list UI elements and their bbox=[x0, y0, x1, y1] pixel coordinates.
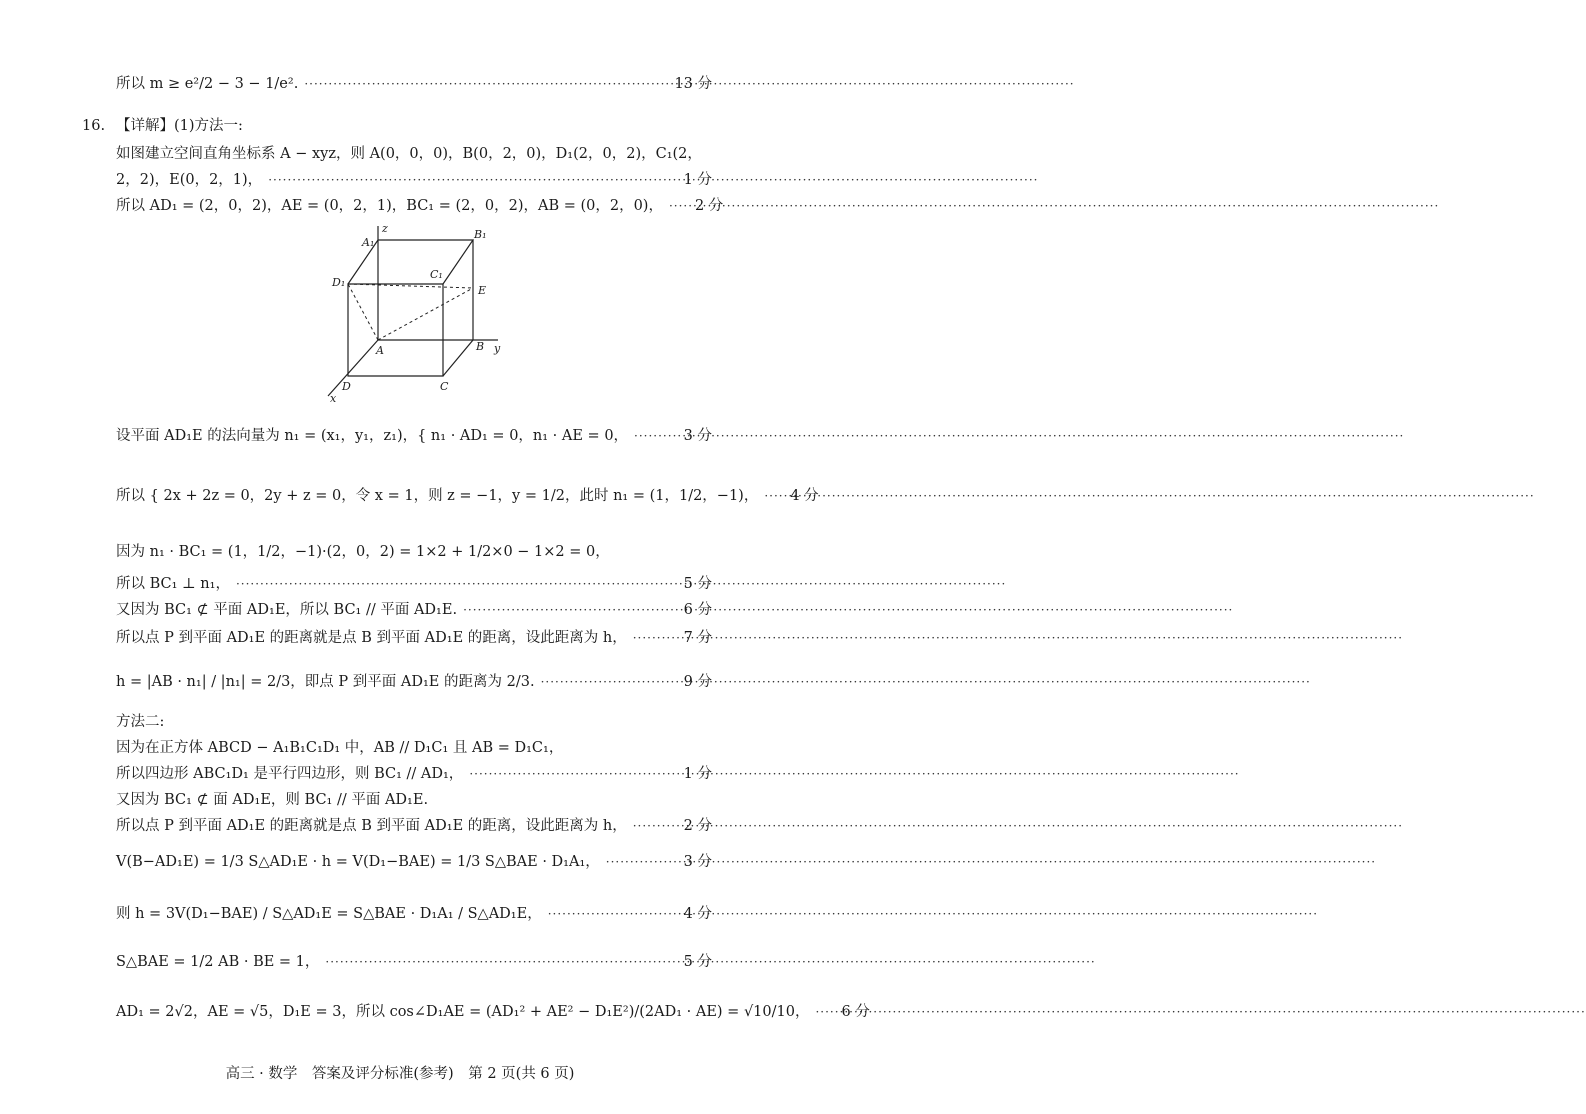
line-text: h = |AB · n₁| / |n₁| = 2/3，即点 P 到平面 AD₁E 的距离为 2/3. bbox=[116, 674, 535, 690]
label-C: C bbox=[440, 380, 449, 393]
score: 4 分 bbox=[790, 488, 819, 504]
leader-dots bbox=[236, 572, 678, 596]
score: 6 分 bbox=[683, 602, 712, 618]
text-line bbox=[116, 670, 712, 694]
leader-dots bbox=[548, 902, 678, 926]
text-line bbox=[116, 710, 712, 734]
text-line bbox=[116, 194, 724, 218]
line-text: 则 h = 3V(D₁−BAE) / S△AD₁E = S△BAE · D₁A₁ / S△AD₁E， bbox=[116, 906, 542, 922]
score: 7 分 bbox=[683, 630, 712, 646]
label-B: B bbox=[476, 340, 485, 353]
score: 9 分 bbox=[683, 674, 712, 690]
line-text: 所以 { 2x + 2z = 0，2y + z = 0，令 x = 1，则 z = −1，y = 1/2，此时 n₁ = (1，1/2，−1)， bbox=[116, 488, 759, 504]
line-text: 因为在正方体 ABCD − A₁B₁C₁D₁ 中，AB // D₁C₁ 且 AB = D₁C₁， bbox=[116, 740, 564, 756]
line-text: S△BAE = 1/2 AB · BE = 1， bbox=[116, 954, 320, 970]
line-text: 所以点 P 到平面 AD₁E 的距离就是点 B 到平面 AD₁E 的距离，设此距离为 h， bbox=[116, 630, 627, 646]
label-E: E bbox=[478, 284, 487, 297]
text-line bbox=[116, 114, 712, 138]
score: 3 分 bbox=[683, 854, 712, 870]
score: 5 分 bbox=[683, 954, 712, 970]
label-D1: D₁ bbox=[332, 276, 346, 289]
label-C1: C₁ bbox=[430, 268, 443, 281]
score: 4 分 bbox=[683, 906, 712, 922]
text-line bbox=[116, 814, 712, 838]
leader-dots bbox=[463, 598, 678, 622]
text-line bbox=[116, 598, 712, 622]
line-text: 方法二: bbox=[116, 714, 165, 730]
edge-D1E bbox=[348, 284, 473, 288]
line-text: 所以 BC₁ ⊥ n₁， bbox=[116, 576, 230, 592]
question-number: 16. bbox=[82, 118, 106, 134]
leader-dots bbox=[669, 194, 689, 218]
leader-dots bbox=[469, 762, 677, 786]
score: 13 分 bbox=[674, 76, 712, 92]
text-line bbox=[116, 762, 712, 786]
leader-dots bbox=[815, 1000, 835, 1024]
score: 1 分 bbox=[683, 172, 712, 188]
score: 6 分 bbox=[841, 1004, 870, 1020]
line-text: 因为 n₁ · BC₁ = (1，1/2，−1)·(2，0，2) = 1×2 + 1/2×0 − 1×2 = 0， bbox=[116, 544, 610, 560]
text-line bbox=[116, 484, 819, 508]
text-line bbox=[116, 902, 712, 926]
edge-AE bbox=[378, 288, 473, 340]
line-text: 所以 m ≥ e²/2 − 3 − 1/e². bbox=[116, 76, 299, 92]
text-line bbox=[116, 736, 712, 760]
label-A: A bbox=[376, 344, 384, 357]
text-line bbox=[116, 626, 712, 650]
line-text: 所以点 P 到平面 AD₁E 的距离就是点 B 到平面 AD₁E 的距离，设此距离为 h， bbox=[116, 818, 627, 834]
text-line bbox=[116, 72, 712, 96]
text-line bbox=[116, 572, 712, 596]
line-text: 所以 AD₁ = (2，0，2)，AE = (0，2，1)，BC₁ = (2，0，2)，AB = (0，2，0)， bbox=[116, 198, 663, 214]
text-line bbox=[116, 540, 712, 564]
leader-dots bbox=[325, 950, 677, 974]
x-axis bbox=[328, 340, 378, 396]
text-line bbox=[116, 850, 712, 874]
score: 2 分 bbox=[694, 198, 724, 214]
text-line bbox=[116, 424, 712, 448]
score: 3 分 bbox=[683, 428, 712, 444]
leader-dots bbox=[633, 626, 678, 650]
label-B1: B₁ bbox=[474, 228, 487, 241]
line-text: 设平面 AD₁E 的法向量为 n₁ = (x₁，y₁，z₁)，{ n₁ · AD₁ = 0，n₁ · AE = 0， bbox=[116, 428, 629, 444]
label-z: z bbox=[382, 222, 388, 235]
text-line bbox=[116, 168, 712, 192]
leader-dots bbox=[634, 424, 678, 448]
text-line bbox=[116, 788, 712, 812]
leader-dots bbox=[606, 850, 678, 874]
score: 1 分 bbox=[683, 766, 712, 782]
line-text: 所以四边形 ABC₁D₁ 是平行四边形，则 BC₁ // AD₁， bbox=[116, 766, 464, 782]
edge-AD1 bbox=[348, 284, 378, 340]
line-text: AD₁ = 2√2，AE = √5，D₁E = 3，所以 cos∠D₁AE = (AD₁² + AE² − D₁E²)/(2AD₁ · AE) = √10/10， bbox=[116, 1004, 810, 1020]
cube-figure bbox=[318, 218, 518, 404]
line-text: 又因为 BC₁ ⊄ 面 AD₁E，则 BC₁ // 平面 AD₁E. bbox=[116, 792, 429, 808]
leader-dots bbox=[541, 670, 678, 694]
leader-dots bbox=[633, 814, 678, 838]
line-text: 又因为 BC₁ ⊄ 平面 AD₁E，所以 BC₁ // 平面 AD₁E. bbox=[116, 602, 458, 618]
text-line bbox=[116, 1000, 870, 1024]
line-text: 【详解】(1)方法一: bbox=[116, 118, 243, 134]
label-D: D bbox=[342, 380, 351, 393]
leader-dots bbox=[268, 168, 677, 192]
line-text: V(B−AD₁E) = 1/3 S△AD₁E · h = V(D₁−BAE) = 1/3 S△BAE · D₁A₁， bbox=[116, 854, 600, 870]
text-line bbox=[116, 950, 712, 974]
line-text: 2，2)，E(0，2，1)， bbox=[116, 172, 263, 188]
label-x: x bbox=[330, 392, 337, 405]
label-A1: A₁ bbox=[362, 236, 375, 249]
leader-dots bbox=[304, 72, 668, 96]
text-line bbox=[116, 142, 712, 166]
label-y: y bbox=[494, 342, 501, 355]
score: 5 分 bbox=[683, 576, 712, 592]
score: 2 分 bbox=[683, 818, 712, 834]
page-footer: 高三 · 数学 答案及评分标准(参考) 第 2 页(共 6 页) bbox=[225, 1066, 575, 1082]
leader-dots bbox=[764, 484, 784, 508]
line-text: 如图建立空间直角坐标系 A − xyz，则 A(0，0，0)，B(0，2，0)，D₁(2，0，2)，C₁(2， bbox=[116, 146, 702, 162]
